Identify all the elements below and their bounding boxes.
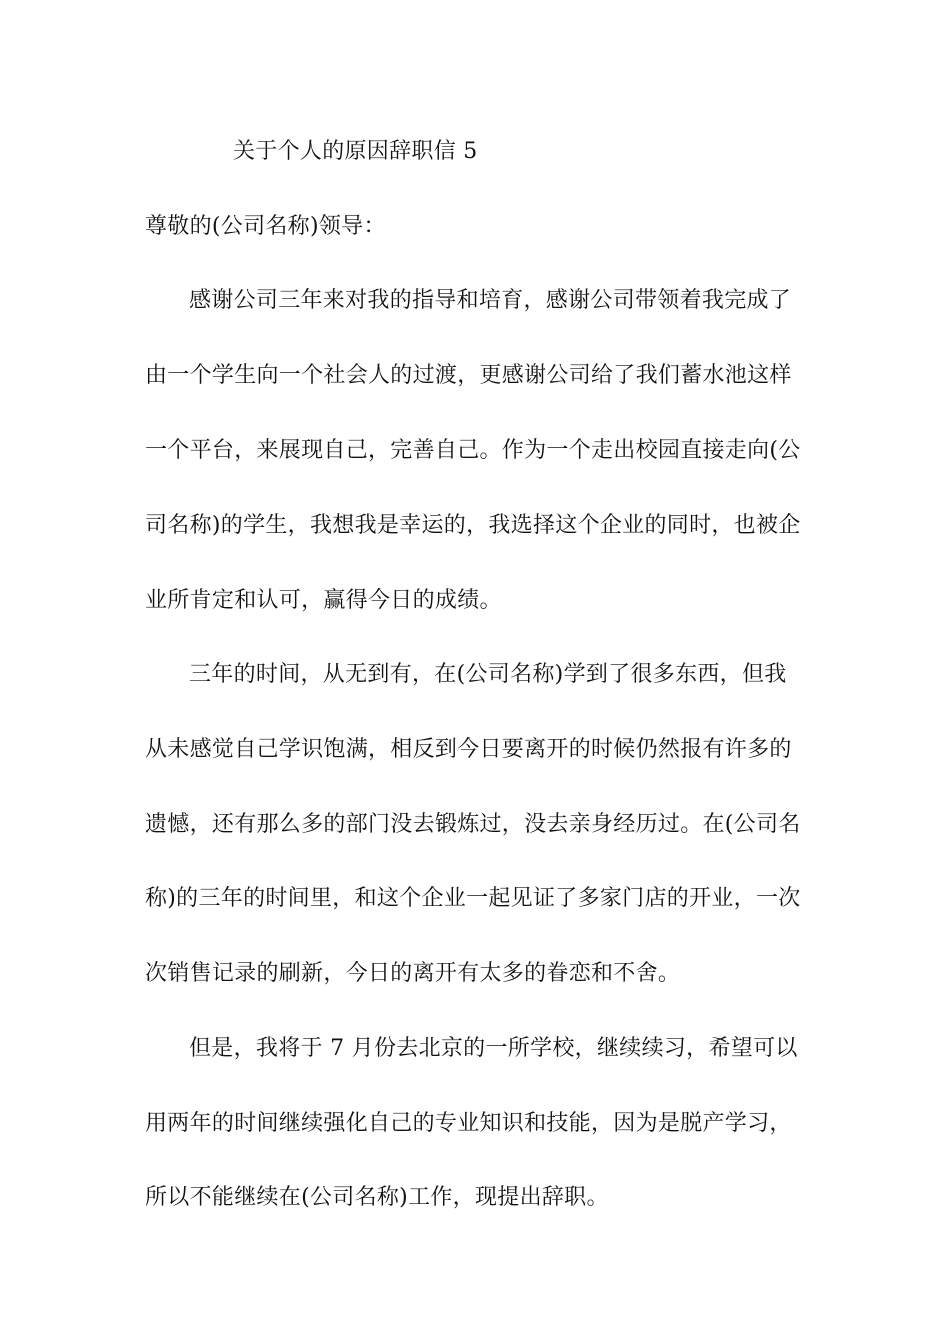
paragraph-line: 但是，我将于 7 月份去北京的一所学校，继续续习，希望可以 <box>189 1036 798 1061</box>
paragraph-line: 所以不能继续在(公司名称)工作，现提出辞职。 <box>145 1185 609 1210</box>
paragraph-line: 由一个学生向一个社会人的过渡，更感谢公司给了我们蓄水池这样 <box>145 363 792 388</box>
paragraph-line: 一个平台，来展现自己，完善自己。作为一个走出校园直接走向(公 <box>145 438 801 463</box>
salutation: 尊敬的(公司名称)领导： <box>145 214 386 239</box>
paragraph-line: 遗憾，还有那么多的部门没去锻炼过，没去亲身经历过。在(公司名 <box>145 812 801 837</box>
document-title: 关于个人的原因辞职信 5 <box>233 139 478 164</box>
paragraph-line: 从未感觉自己学识饱满，相反到今日要离开的时候仍然报有许多的 <box>145 737 792 762</box>
paragraph-line: 次销售记录的刷新，今日的离开有太多的眷恋和不舍。 <box>145 961 681 986</box>
paragraph-line: 称)的三年的时间里，和这个企业一起见证了多家门店的开业，一次 <box>145 886 801 911</box>
paragraph-line: 用两年的时间继续强化自己的专业知识和技能，因为是脱产学习， <box>145 1111 792 1136</box>
paragraph-line: 司名称)的学生，我想我是幸运的，我选择这个企业的同时，也被企 <box>145 513 801 538</box>
paragraph-line: 三年的时间，从无到有，在(公司名称)学到了很多东西，但我 <box>189 662 787 687</box>
paragraph-line: 业所肯定和认可，赢得今日的成绩。 <box>145 588 502 613</box>
paragraph-line: 感谢公司三年来对我的指导和培育，感谢公司带领着我完成了 <box>189 288 792 313</box>
